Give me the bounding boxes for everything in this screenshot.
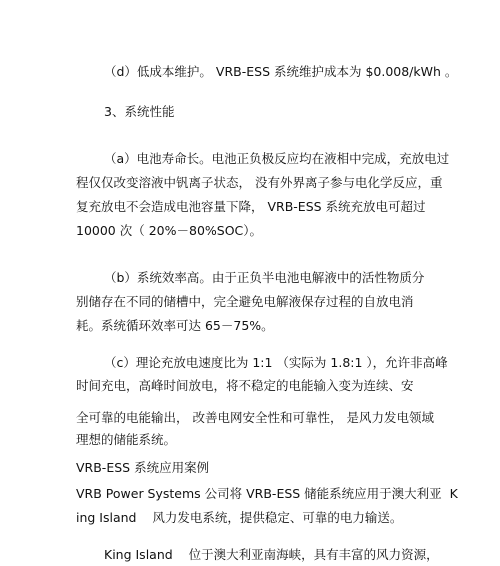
case-study-line-3: King Island 位于澳大利亚南海峡，具有丰富的风力资源， xyxy=(104,547,439,562)
paragraph-c-line-2: 时间充电，高峰时间放电，将不稳定的电能输入变为连续、安 xyxy=(76,378,414,393)
case-study-heading: VRB-ESS 系统应用案例 xyxy=(76,460,210,475)
paragraph-c-line-3: 全可靠的电能输出， 改善电网安全性和可靠性， 是风力发电领域 xyxy=(76,410,434,425)
paragraph-a-line-1: （a）电池寿命长。电池正负极反应均在液相中完成，充放电过 xyxy=(104,151,450,166)
paragraph-c-line-1: （c）理论充放电速度比为 1:1 （实际为 1.8:1 ），允许非高峰 xyxy=(104,355,448,370)
paragraph-d-low-maintenance: （d）低成本维护。 VRB-ESS 系统维护成本为 $0.008/kWh 。 xyxy=(104,64,458,79)
paragraph-b-line-2: 别储存在不同的储槽中，完全避免电解液保存过程的自放电消 xyxy=(76,294,414,309)
paragraph-a-line-3: 复充放电不会造成电池容量下降， VRB-ESS 系统充放电可超过 xyxy=(76,199,426,214)
paragraph-b-line-1: （b）系统效率高。由于正负半电池电解液中的活性物质分 xyxy=(104,270,425,285)
paragraph-a-line-4: 10000 次（ 20%－80%SOC）。 xyxy=(76,223,263,238)
paragraph-b-line-3: 耗。系统循环效率可达 65－75%。 xyxy=(76,318,274,333)
paragraph-c-line-4: 理想的储能系统。 xyxy=(76,432,177,447)
paragraph-a-line-2: 程仅仅改变溶液中钒离子状态， 没有外界离子参与电化学反应，重 xyxy=(76,175,443,190)
case-study-line-2: ing Island 风力发电系统，提供稳定、可靠的电力输送。 xyxy=(76,510,403,525)
case-study-line-1: VRB Power Systems 公司将 VRB-ESS 储能系统应用于澳大利亚 K xyxy=(76,486,458,501)
section-heading-system-performance: 3、系统性能 xyxy=(104,104,175,119)
